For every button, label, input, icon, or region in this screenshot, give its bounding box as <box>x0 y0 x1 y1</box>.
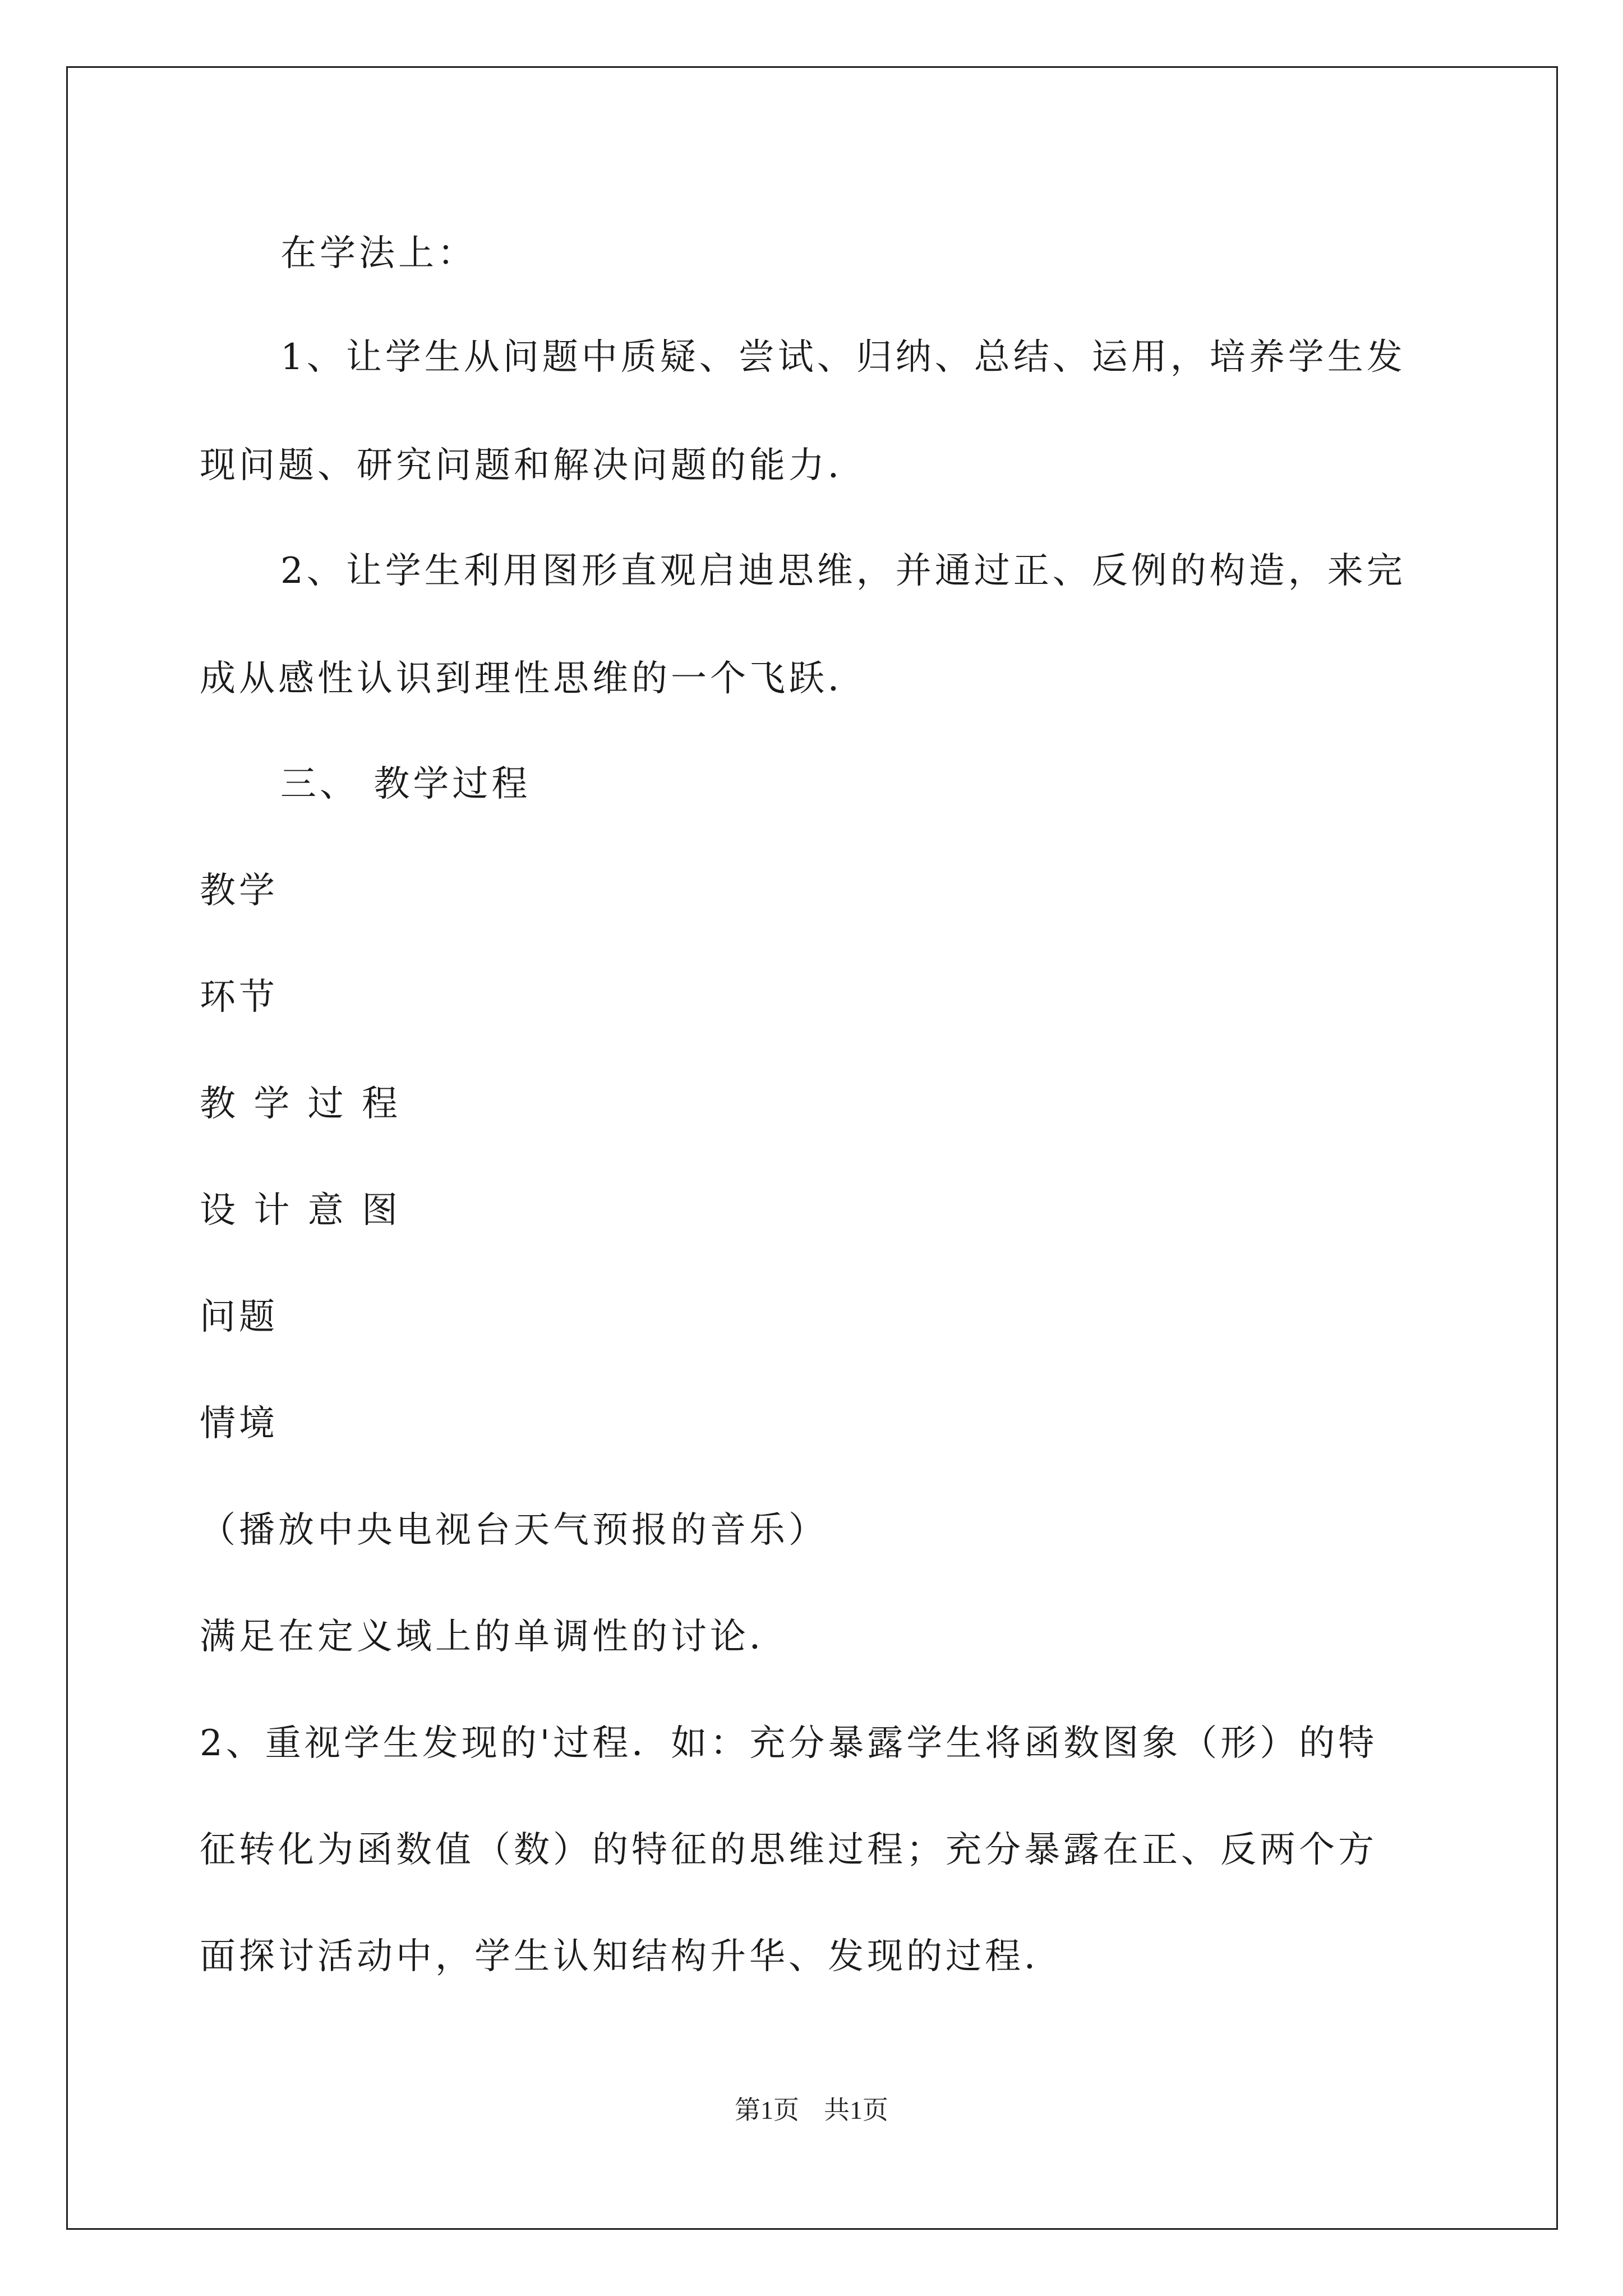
section-heading: 三、 教学过程 <box>280 763 531 805</box>
paragraph-line: （播放中央电视台天气预报的音乐） <box>200 1510 828 1551</box>
paragraph-line: 面探讨活动中，学生认知结构升华、发现的过程． <box>200 1936 1063 1977</box>
table-cell-text: 情境 <box>200 1403 278 1444</box>
paragraph-line: 1、让学生从问题中质疑、尝试、归纳、总结、运用，培养学生发 <box>280 337 1406 378</box>
footer-page-total: 共1页 <box>824 2096 888 2124</box>
table-header-process: 教 学 过 程 <box>200 1083 402 1125</box>
footer-page-number: 第1页 <box>735 2096 799 2124</box>
table-cell-text: 教学 <box>200 870 278 912</box>
paragraph-line: 2、让学生利用图形直观启迪思维，并通过正、反例的构造，来完 <box>280 550 1406 592</box>
paragraph-line: 现问题、研究问题和解决问题的能力． <box>200 445 867 486</box>
paragraph-line: 成从感性认识到理性思维的一个飞跃． <box>200 658 867 700</box>
paragraph-line: 2、重视学生发现的'过程．如：充分暴露学生将函数图象（形）的特 <box>200 1723 1378 1764</box>
table-cell-text: 问题 <box>200 1296 278 1338</box>
paragraph-line: 满足在定义域上的单调性的讨论． <box>200 1616 789 1658</box>
page-border <box>66 66 1558 2230</box>
table-header-intent: 设 计 意 图 <box>200 1190 402 1231</box>
paragraph-line: 征转化为函数值（数）的特征的思维过程；充分暴露在正、反两个方 <box>200 1829 1377 1871</box>
paragraph-heading-study-method: 在学法上： <box>280 233 477 274</box>
page-footer <box>0 2093 1623 2127</box>
table-cell-text: 环节 <box>200 977 278 1018</box>
